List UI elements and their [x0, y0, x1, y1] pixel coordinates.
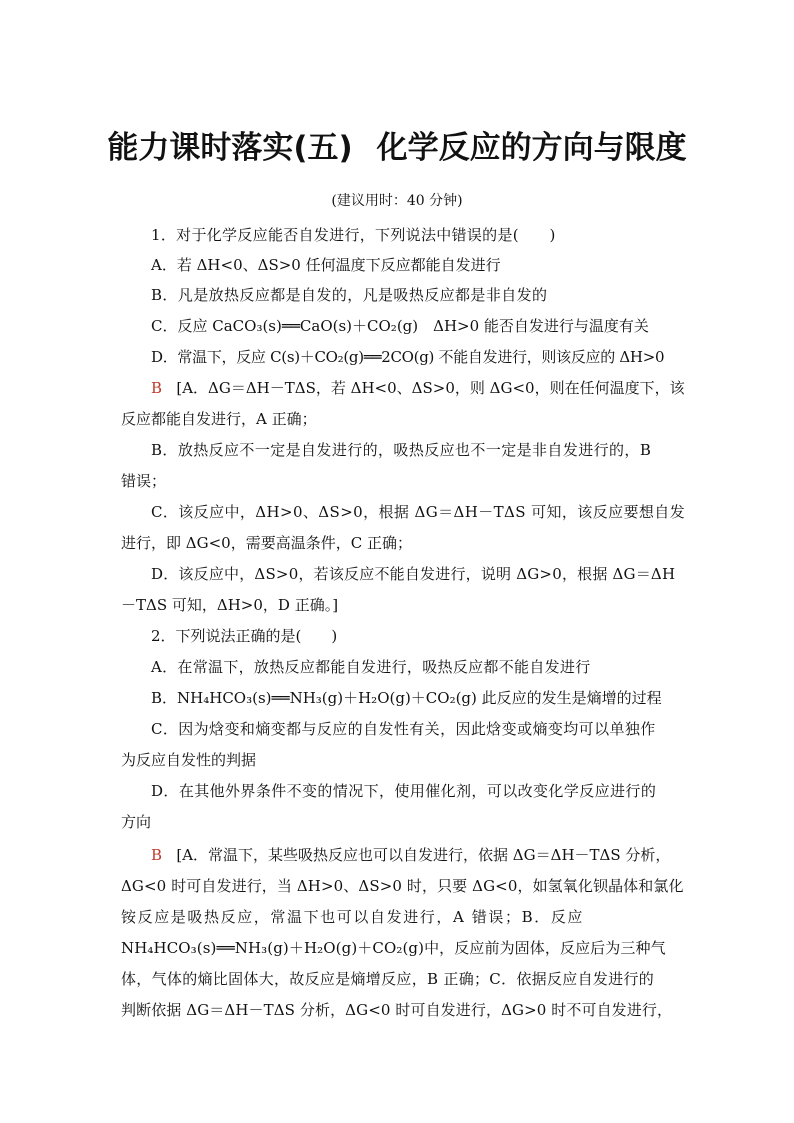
q1-explanation-cont: 反应都能自发进行，A 正确； — [121, 410, 317, 428]
q2-explanation-text: [A．常温下，某些吸热反应也可以自发进行，依据 ΔG＝ΔH－TΔS 分析， — [176, 846, 671, 864]
q1-explanation-c: C．该反应中，ΔH>0、ΔS>0，根据 ΔG＝ΔH－TΔS 可知，该反应要想自发 — [151, 503, 686, 521]
q1-option-c: C．反应 CaCO₃(s)══CaO(s)＋CO₂(g) ΔH>0 能否自发进行与温度有关 — [151, 317, 649, 335]
q1-option-b: B．凡是放热反应都是自发的，凡是吸热反应都是非自发的 — [151, 286, 548, 304]
q1-stem: 1．对于化学反应能否自发进行，下列说法中错误的是( ) — [151, 226, 556, 244]
q2-answer: B — [151, 846, 163, 864]
q1-explanation-text: [A．ΔG＝ΔH－TΔS，若 ΔH<0、ΔS>0，则 ΔG<0，则在任何温度下，该 — [176, 379, 685, 397]
q2-option-c: C．因为焓变和熵变都与反应的自发性有关，因此焓变或熵变均可以单独作 — [151, 720, 656, 738]
q1-explanation-d: D．该反应中，ΔS>0，若该反应不能自发进行，说明 ΔG>0，根据 ΔG＝ΔH — [151, 565, 676, 583]
q1-explanation-line — [151, 378, 685, 398]
q2-stem: 2．下列说法正确的是( ) — [151, 627, 338, 645]
title-lesson: 能力课时落实(五) — [107, 130, 353, 166]
q2-explanation-3: 铵反应是吸热反应，常温下也可以自发进行，A 错误；B．反应 — [121, 908, 585, 926]
q2-explanation-2: ΔG<0 时可自发进行，当 ΔH>0、ΔS>0 时，只要 ΔG<0，如氢氧化钡晶体和氯化 — [121, 877, 684, 895]
q1-explanation-b-cont: 错误； — [121, 472, 167, 490]
q2-option-b: B．NH₄HCO₃(s)══NH₃(g)＋H₂O(g)＋CO₂(g) 此反应的发生是熵增的过程 — [151, 689, 662, 707]
q2-explanation-4: NH₄HCO₃(s)══NH₃(g)＋H₂O(g)＋CO₂(g)中，反应前为固体，反应后为三种气 — [121, 939, 666, 957]
q1-explanation-c-cont: 进行，即 ΔG<0，需要高温条件，C 正确； — [121, 534, 412, 552]
q2-explanation-line — [151, 845, 670, 865]
q2-explanation-6: 判断依据 ΔG＝ΔH－TΔS 分析，ΔG<0 时可自发进行，ΔG>0 时不可自发进行， — [121, 1001, 673, 1019]
q1-option-a: A．若 ΔH<0、ΔS>0 任何温度下反应都能自发进行 — [151, 256, 501, 274]
page-title — [0, 122, 794, 167]
q2-option-c-cont: 为反应自发性的判据 — [121, 751, 257, 769]
q1-option-d: D．常温下，反应 C(s)＋CO₂(g)══2CO(g) 不能自发进行，则该反应的 ΔH>0 — [151, 348, 665, 366]
q1-explanation-b: B．放热反应不一定是自发进行的，吸热反应也不一定是非自发进行的，B — [151, 441, 652, 459]
q2-option-a: A．在常温下，放热反应都能自发进行，吸热反应都不能自发进行 — [151, 658, 591, 676]
title-topic: 化学反应的方向与限度 — [376, 130, 687, 166]
q2-explanation-5: 体，气体的熵比固体大，故反应是熵增反应，B 正确；C．依据反应自发进行的 — [121, 970, 655, 988]
q2-option-d-cont: 方向 — [121, 813, 152, 831]
suggested-time: (建议用时：40 分钟) — [331, 193, 463, 209]
q1-answer: B — [151, 379, 163, 397]
q2-option-d: D．在其他外界条件不变的情况下，使用催化剂，可以改变化学反应进行的 — [151, 782, 657, 800]
q1-explanation-d-cont: －TΔS 可知，ΔH>0，D 正确。] — [121, 596, 339, 614]
